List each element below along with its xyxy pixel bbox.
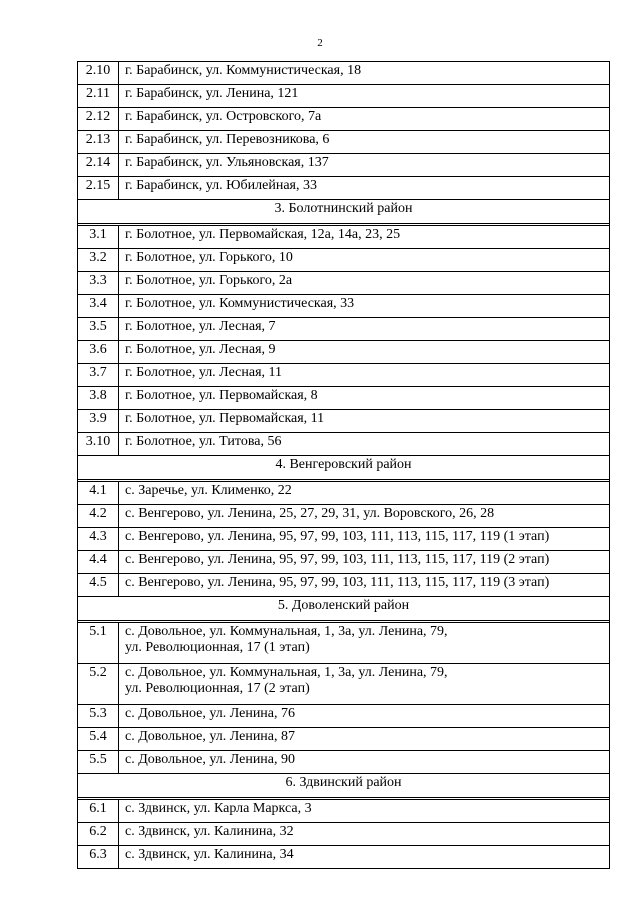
item-address [119, 62, 610, 85]
item-number: 2.15 [78, 177, 119, 200]
address-line: г. Барабинск, ул. Юбилейная, 33 [125, 178, 317, 193]
address-line: г. Барабинск, ул. Ульяновская, 137 [125, 155, 329, 170]
item-number: 4.2 [78, 505, 119, 528]
item-address [119, 528, 610, 551]
address-line: с. Довольное, ул. Коммунальная, 1, 3а, ул. Ленина, 79, [125, 624, 448, 639]
item-number: 3.6 [78, 341, 119, 364]
item-number: 5.2 [78, 664, 119, 705]
item-number: 5.1 [78, 623, 119, 664]
section-title: 6. Здвинский район [78, 774, 610, 798]
address-line: г. Болотное, ул. Лесная, 9 [125, 342, 276, 357]
table-row [78, 154, 610, 177]
item-address [119, 341, 610, 364]
section-title: 4. Венгеровский район [78, 456, 610, 480]
item-number: 3.1 [78, 226, 119, 249]
item-address [119, 623, 610, 664]
item-number: 3.9 [78, 410, 119, 433]
address-line: г. Болотное, ул. Первомайская, 11 [125, 411, 325, 426]
item-address [119, 108, 610, 131]
address-line: с. Здвинск, ул. Карла Маркса, 3 [125, 801, 312, 816]
section-header-row [78, 456, 610, 480]
item-number: 5.4 [78, 728, 119, 751]
address-line: г. Болотное, ул. Первомайская, 12а, 14а, 23, 25 [125, 227, 401, 242]
address-line: г. Болотное, ул. Лесная, 11 [125, 365, 282, 380]
address-line: г. Болотное, ул. Горького, 2а [125, 273, 293, 288]
address-line: с. Заречье, ул. Клименко, 22 [125, 483, 292, 498]
address-line: г. Болотное, ул. Горького, 10 [125, 250, 293, 265]
table-row [78, 823, 610, 846]
table-row [78, 728, 610, 751]
table-row [78, 482, 610, 505]
item-address [119, 800, 610, 823]
item-number: 4.3 [78, 528, 119, 551]
address-line: г. Болотное, ул. Лесная, 7 [125, 319, 276, 334]
section-header-row [78, 597, 610, 621]
table-row [78, 751, 610, 774]
item-number: 2.14 [78, 154, 119, 177]
address-line: с. Венгерово, ул. Ленина, 95, 97, 99, 103, 111, 113, 115, 117, 119 (2 этап) [125, 552, 550, 567]
item-address [119, 751, 610, 774]
table-row [78, 295, 610, 318]
address-line: г. Болотное, ул. Титова, 56 [125, 434, 282, 449]
address-line: г. Барабинск, ул. Островского, 7а [125, 109, 322, 124]
item-address [119, 177, 610, 200]
item-number: 4.1 [78, 482, 119, 505]
address-line: ул. Революционная, 17 (2 этап) [125, 681, 310, 696]
table-row [78, 177, 610, 200]
item-address [119, 387, 610, 410]
item-address [119, 846, 610, 869]
table-row [78, 800, 610, 823]
table-row [78, 551, 610, 574]
table-row [78, 528, 610, 551]
item-number: 5.5 [78, 751, 119, 774]
section-title: 3. Болотнинский район [78, 200, 610, 224]
item-address [119, 249, 610, 272]
item-address [119, 705, 610, 728]
table-row [78, 364, 610, 387]
item-number: 3.2 [78, 249, 119, 272]
item-number: 3.10 [78, 433, 119, 456]
item-number: 3.3 [78, 272, 119, 295]
section-header-row [78, 200, 610, 224]
item-address [119, 551, 610, 574]
address-line: г. Болотное, ул. Коммунистическая, 33 [125, 296, 355, 311]
item-address [119, 823, 610, 846]
page-number: 2 [317, 37, 323, 49]
table-row [78, 433, 610, 456]
item-address [119, 226, 610, 249]
table-row [78, 131, 610, 154]
item-number: 2.10 [78, 62, 119, 85]
table-row [78, 318, 610, 341]
item-number: 4.5 [78, 574, 119, 597]
item-number: 6.2 [78, 823, 119, 846]
item-address [119, 574, 610, 597]
address-line: с. Здвинск, ул. Калинина, 32 [125, 824, 294, 839]
address-line: г. Болотное, ул. Первомайская, 8 [125, 388, 318, 403]
table-row [78, 705, 610, 728]
section-title: 5. Доволенский район [78, 597, 610, 621]
item-number: 3.4 [78, 295, 119, 318]
item-address [119, 295, 610, 318]
item-address [119, 131, 610, 154]
item-number: 4.4 [78, 551, 119, 574]
table-row [78, 505, 610, 528]
item-address [119, 664, 610, 705]
table-row [78, 846, 610, 869]
item-address [119, 85, 610, 108]
table-row [78, 108, 610, 131]
item-address [119, 505, 610, 528]
address-line: с. Венгерово, ул. Ленина, 95, 97, 99, 103, 111, 113, 115, 117, 119 (1 этап) [125, 529, 550, 544]
table-row [78, 410, 610, 433]
table-row [78, 62, 610, 85]
table-row [78, 664, 610, 705]
item-address [119, 482, 610, 505]
item-number: 2.13 [78, 131, 119, 154]
address-line: с. Довольное, ул. Ленина, 90 [125, 752, 296, 767]
table-row [78, 249, 610, 272]
item-number: 2.12 [78, 108, 119, 131]
address-line: ул. Революционная, 17 (1 этап) [125, 640, 310, 655]
address-line: г. Барабинск, ул. Коммунистическая, 18 [125, 63, 362, 78]
item-address [119, 410, 610, 433]
item-number: 6.3 [78, 846, 119, 869]
table-row [78, 341, 610, 364]
table-row [78, 226, 610, 249]
item-number: 3.5 [78, 318, 119, 341]
address-line: с. Здвинск, ул. Калинина, 34 [125, 847, 294, 862]
item-number: 2.11 [78, 85, 119, 108]
table-row [78, 85, 610, 108]
item-number: 3.8 [78, 387, 119, 410]
address-line: г. Барабинск, ул. Ленина, 121 [125, 86, 299, 101]
item-address [119, 364, 610, 387]
item-number: 3.7 [78, 364, 119, 387]
item-address [119, 154, 610, 177]
item-number: 5.3 [78, 705, 119, 728]
item-address [119, 728, 610, 751]
table-row [78, 272, 610, 295]
item-address [119, 318, 610, 341]
address-line: г. Барабинск, ул. Перевозникова, 6 [125, 132, 330, 147]
address-line: с. Довольное, ул. Коммунальная, 1, 3а, ул. Ленина, 79, [125, 665, 448, 680]
item-address [119, 272, 610, 295]
table-row [78, 574, 610, 597]
address-line: с. Довольное, ул. Ленина, 76 [125, 706, 296, 721]
item-address [119, 433, 610, 456]
address-table [77, 61, 610, 869]
table-row [78, 387, 610, 410]
address-line: с. Венгерово, ул. Ленина, 25, 27, 29, 31, ул. Воровского, 26, 28 [125, 506, 495, 521]
table-row [78, 623, 610, 664]
address-table-body [78, 62, 610, 869]
address-line: с. Довольное, ул. Ленина, 87 [125, 729, 296, 744]
item-number: 6.1 [78, 800, 119, 823]
address-line: с. Венгерово, ул. Ленина, 95, 97, 99, 103, 111, 113, 115, 117, 119 (3 этап) [125, 575, 550, 590]
section-header-row [78, 774, 610, 798]
